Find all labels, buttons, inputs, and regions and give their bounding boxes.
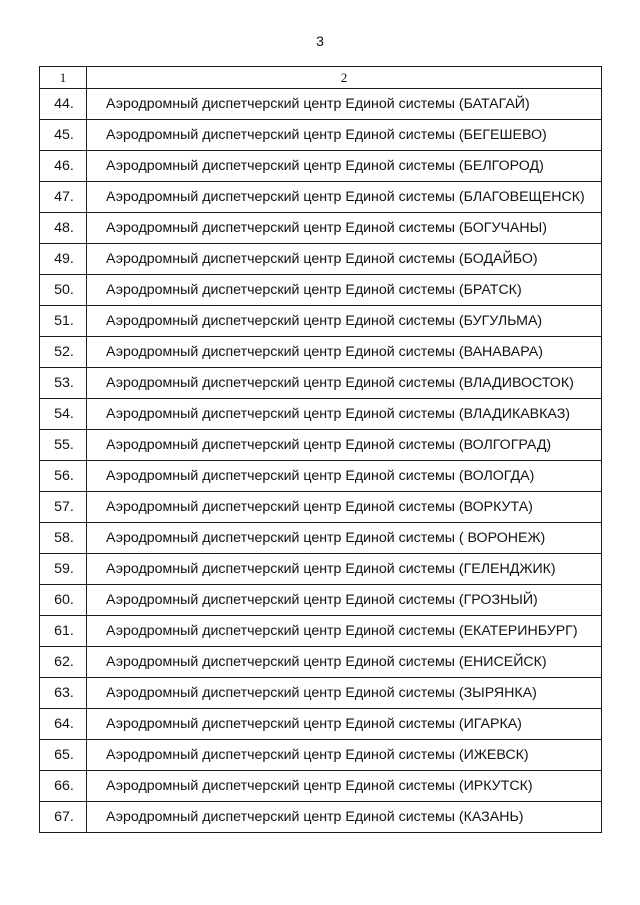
row-number-cell: 46.: [40, 151, 87, 182]
row-number-cell: 67.: [40, 802, 87, 833]
center-name-cell: Аэродромный диспетчерский центр Единой системы (ИЖЕВСК): [87, 740, 602, 771]
center-name-cell: Аэродромный диспетчерский центр Единой системы (ЕКАТЕРИНБУРГ): [87, 616, 602, 647]
center-name-cell: Аэродромный диспетчерский центр Единой системы (БОДАЙБО): [87, 244, 602, 275]
row-number-cell: 58.: [40, 523, 87, 554]
center-name-cell: Аэродромный диспетчерский центр Единой системы (ВАНАВАРА): [87, 337, 602, 368]
row-number-cell: 44.: [40, 89, 87, 120]
table-row: [40, 306, 602, 337]
center-name-cell: Аэродромный диспетчерский центр Единой системы (ИРКУТСК): [87, 771, 602, 802]
page-number: 3: [316, 33, 324, 49]
table-row: [40, 275, 602, 306]
table-row: [40, 554, 602, 585]
row-number-cell: 59.: [40, 554, 87, 585]
table-row: [40, 709, 602, 740]
center-name-cell: Аэродромный диспетчерский центр Единой системы ( ВОРОНЕЖ): [87, 523, 602, 554]
center-name-cell: Аэродромный диспетчерский центр Единой системы (КАЗАНЬ): [87, 802, 602, 833]
table-row: [40, 678, 602, 709]
center-name-cell: Аэродромный диспетчерский центр Единой системы (БАТАГАЙ): [87, 89, 602, 120]
row-number-cell: 45.: [40, 120, 87, 151]
center-name-cell: Аэродромный диспетчерский центр Единой системы (ИГАРКА): [87, 709, 602, 740]
center-name-cell: Аэродромный диспетчерский центр Единой системы (ВЛАДИВОСТОК): [87, 368, 602, 399]
row-number-cell: 54.: [40, 399, 87, 430]
center-name-cell: Аэродромный диспетчерский центр Единой системы (БЛАГОВЕЩЕНСК): [87, 182, 602, 213]
table-row: [40, 368, 602, 399]
row-number-cell: 57.: [40, 492, 87, 523]
row-number-cell: 51.: [40, 306, 87, 337]
row-number-cell: 55.: [40, 430, 87, 461]
row-number-cell: 53.: [40, 368, 87, 399]
table-row: [40, 151, 602, 182]
table-row: [40, 89, 602, 120]
row-number-cell: 66.: [40, 771, 87, 802]
row-number-cell: 47.: [40, 182, 87, 213]
table-row: [40, 647, 602, 678]
header-column-number: 1: [40, 67, 87, 89]
table-row: [40, 120, 602, 151]
center-name-cell: Аэродромный диспетчерский центр Единой системы (ВЛАДИКАВКАЗ): [87, 399, 602, 430]
row-number-cell: 65.: [40, 740, 87, 771]
table-row: [40, 430, 602, 461]
table-row: [40, 771, 602, 802]
center-name-cell: Аэродромный диспетчерский центр Единой системы (ЗЫРЯНКА): [87, 678, 602, 709]
center-name-cell: Аэродромный диспетчерский центр Единой системы (ЕНИСЕЙСК): [87, 647, 602, 678]
table-row: [40, 399, 602, 430]
center-name-cell: Аэродромный диспетчерский центр Единой системы (ВОЛОГДА): [87, 461, 602, 492]
center-name-cell: Аэродромный диспетчерский центр Единой системы (БРАТСК): [87, 275, 602, 306]
table-body: [40, 67, 602, 833]
table-row: [40, 740, 602, 771]
center-name-cell: Аэродромный диспетчерский центр Единой системы (БОГУЧАНЫ): [87, 213, 602, 244]
center-name-cell: Аэродромный диспетчерский центр Единой системы (ГЕЛЕНДЖИК): [87, 554, 602, 585]
row-number-cell: 61.: [40, 616, 87, 647]
table-row: [40, 461, 602, 492]
center-name-cell: Аэродромный диспетчерский центр Единой системы (ВОРКУТА): [87, 492, 602, 523]
center-name-cell: Аэродромный диспетчерский центр Единой системы (ВОЛГОГРАД): [87, 430, 602, 461]
centers-table: [39, 66, 602, 833]
table-row: [40, 244, 602, 275]
row-number-cell: 60.: [40, 585, 87, 616]
table-row: [40, 802, 602, 833]
table-row: [40, 616, 602, 647]
row-number-cell: 62.: [40, 647, 87, 678]
row-number-cell: 63.: [40, 678, 87, 709]
table-row: [40, 213, 602, 244]
table-row: [40, 585, 602, 616]
row-number-cell: 56.: [40, 461, 87, 492]
table-row: [40, 492, 602, 523]
center-name-cell: Аэродромный диспетчерский центр Единой системы (БЕГЕШЕВО): [87, 120, 602, 151]
table-row: [40, 523, 602, 554]
table-row: [40, 337, 602, 368]
row-number-cell: 64.: [40, 709, 87, 740]
row-number-cell: 52.: [40, 337, 87, 368]
header-column-name: 2: [87, 67, 602, 89]
row-number-cell: 50.: [40, 275, 87, 306]
table-row: [40, 182, 602, 213]
center-name-cell: Аэродромный диспетчерский центр Единой системы (ГРОЗНЫЙ): [87, 585, 602, 616]
center-name-cell: Аэродромный диспетчерский центр Единой системы (БУГУЛЬМА): [87, 306, 602, 337]
center-name-cell: Аэродромный диспетчерский центр Единой системы (БЕЛГОРОД): [87, 151, 602, 182]
table-header-row: [40, 67, 602, 89]
row-number-cell: 49.: [40, 244, 87, 275]
row-number-cell: 48.: [40, 213, 87, 244]
